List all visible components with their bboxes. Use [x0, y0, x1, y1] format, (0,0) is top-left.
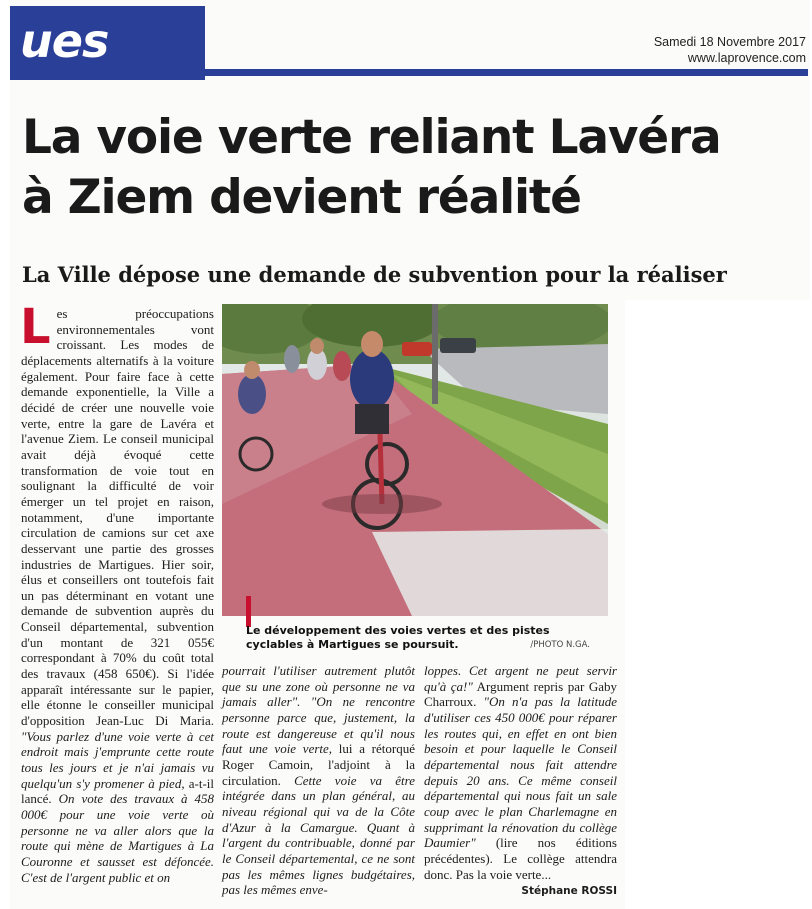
masthead-info — [654, 34, 806, 66]
quote-charroux: "On n'a pas la latitude d'utiliser ces 450 000€ pour réparer les routes qui, en effet en ont bien besoin et pour laquelle le Conseil départemental nous fait attendre depuis 20 ans. Ce même conseil départemental qui nous fait un sale coup avec le plan Charlemagne en supprimant la rénovation du collège Daumier" — [424, 694, 617, 851]
quote-camoin-continued: Cette voie va être intégrée dans un plan général, au niveau régional qui va de la Côte d'Azur à la Camargue. Quant à l'argent du contribuable, donné par le Conseil départemental, ce ne sont pas les mêmes lignes budgétaires, pas les mêmes enve- — [222, 772, 415, 898]
quote-camoin: "On ne rencontre personne parce que, justement, la route est dangereuse et qu'il nous faut une voie verte, — [222, 694, 415, 757]
article-column-1 — [20, 299, 215, 885]
headline-line1: La voie verte reliant Lavéra — [22, 110, 721, 165]
photo-caption: Le développement des voies vertes et des pistes cyclables à Martigues se poursuit. — [246, 624, 550, 651]
headline — [22, 108, 802, 228]
photo-credit: /PHOTO N.GA. — [530, 640, 590, 650]
cyclists-photo-illustration — [222, 304, 608, 616]
masthead-rule — [205, 69, 808, 76]
subheadline: La Ville dépose une demande de subvention pour la réaliser — [22, 262, 727, 287]
quote-di-maria-continued: On vote des travaux à 458 000€ pour une voie verte où personne ne va aller alors que la route qui mène de Martigues à La Couronne et sausset est défoncée. C'est de l'argent public et on — [21, 791, 214, 885]
clipping-cut-area — [625, 300, 812, 909]
quote-charroux-attribution: Argument repris par Gaby Charroux. — [424, 678, 617, 710]
issue-date: Samedi 18 Novembre 2017 — [653, 35, 806, 49]
quote-camoin-attribution: lui a rétorqué Roger Camoin, l'adjoint à la circulation. — [222, 741, 415, 788]
section-tab-label: ues — [20, 14, 109, 68]
quote-attribution: , a-t-il lancé. — [21, 775, 215, 807]
quote-camoin-end: loppes. Cet argent ne peut servir qu'à ça!" — [424, 663, 617, 694]
headline-line2: à Ziem devient réalité — [22, 170, 581, 225]
article-body: es préoccupations environnementales vont croissant. Les modes de déplacements alternatifs à la voiture également. Pour faire face à cette demande exponentielle, la Ville a décidé de créer une nouvelle voie verte, entre la gare de Lavéra et l'avenue Ziem. Le conseil municipal avait déjà évoqué cette transformation de voie tout en soulignant la difficulté de voir émerger un tel projet en raison, notamment, d'une importante circulation de camions sur cet axe desservant une partie des grosses industries de Martigues. Hier soir, élus et conseillers ont toutefois fait un pas déterminant en votant une demande de subvention auprès du Conseil départemental, subvention d'un montant de 321 055€ correspondant à 70% du coût total des travaux (458 650€). Si l'idée apparaît intéressante sur le papier, elle étonne le conseiller municipal d'opposition Jean-Luc Di Maria. — [21, 306, 214, 729]
quote-di-maria-end: pourrait l'utiliser autrement plutôt que su une zone où personne ne va jamais aller". — [222, 663, 415, 710]
article-column-3 — [424, 663, 617, 900]
article-photo — [222, 304, 608, 616]
byline: Stéphane ROSSI — [521, 885, 617, 898]
caption-accent-bar — [246, 596, 251, 627]
section-tab — [10, 6, 205, 80]
dropcap: L — [20, 299, 51, 355]
article-column-2 — [222, 663, 415, 898]
quote-di-maria: "Vous parlez d'une voie verte à cet endroit mais j'emprunte cette route tous les jours et je n'ai jamais vu quelqu'un s'y promener à pied — [21, 728, 214, 791]
article-conclusion: (lire nos éditions précédentes). Le collège attendra donc. Pas la voie verte... — [424, 835, 617, 882]
website: www.laprovence.com — [687, 51, 806, 65]
